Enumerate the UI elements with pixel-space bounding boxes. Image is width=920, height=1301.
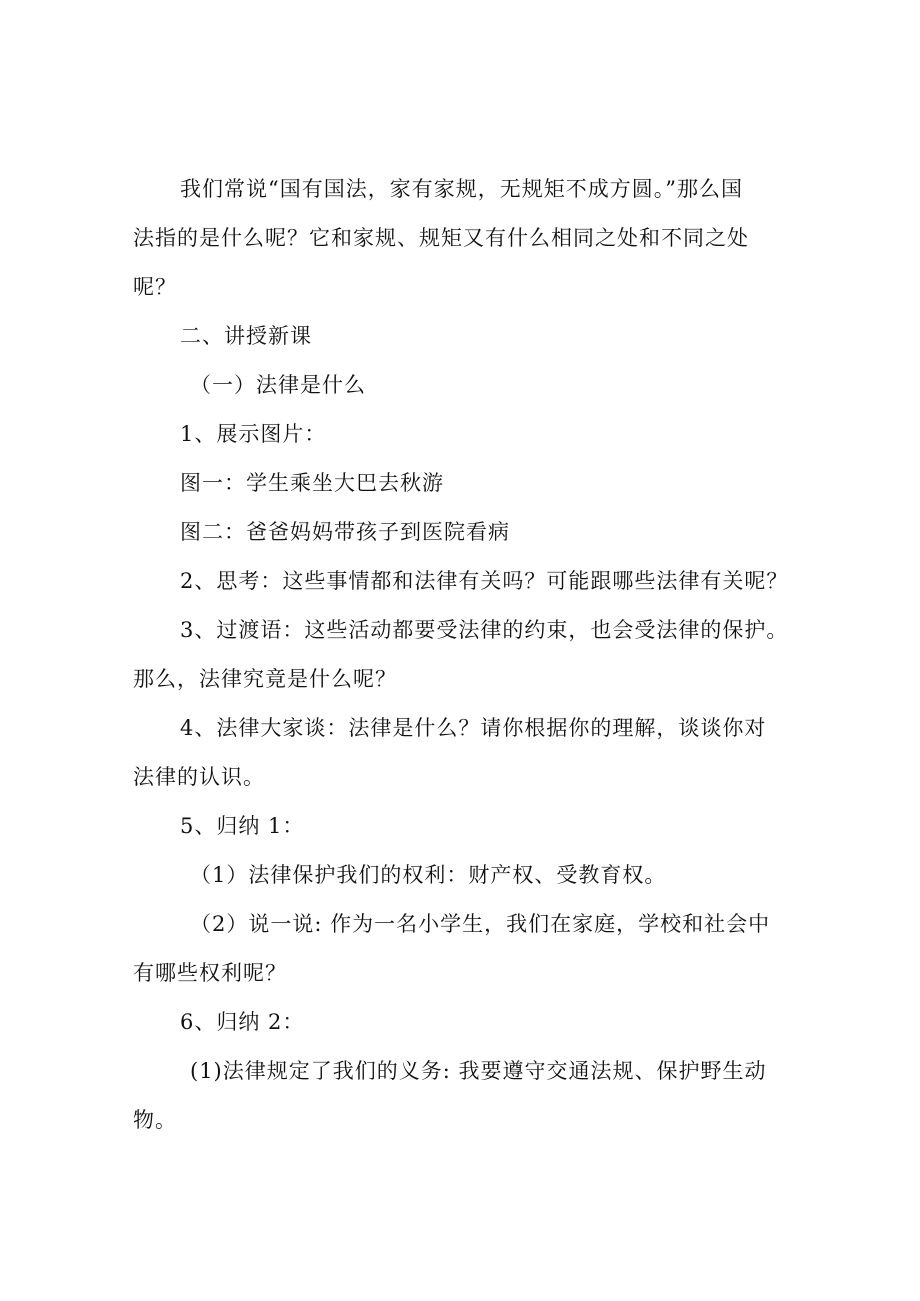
- paragraph-intro-line-2: 法指的是什么呢？它和家规、规矩又有什么相同之处和不同之处: [133, 226, 749, 250]
- item-1: 1、展示图片：: [180, 422, 327, 446]
- item-5-sub-2-line-1: （2）说一说: 作为一名小学生，我们在家庭，学校和社会中: [190, 912, 771, 936]
- item-2: 2、思考：这些事情都和法律有关吗？可能跟哪些法律有关呢？: [180, 569, 789, 593]
- picture-2-caption: 图二：爸爸妈妈带孩子到医院看病: [180, 520, 510, 544]
- item-5-sub-1: （1）法律保护我们的权利：财产权、受教育权。: [190, 863, 667, 887]
- item-6-sub-1-line-2: 物。: [133, 1108, 177, 1132]
- item-5: 5、归纳 1：: [180, 814, 305, 838]
- paragraph-intro-line-3: 呢？: [133, 275, 177, 299]
- item-4-line-2: 法律的认识。: [133, 765, 265, 789]
- item-3-line-2: 那么，法律究竟是什么呢？: [133, 667, 397, 691]
- item-4-line-1: 4、法律大家谈：法律是什么？请你根据你的理解，谈谈你对: [180, 716, 767, 740]
- section-heading: 二、讲授新课: [180, 324, 312, 348]
- subsection-heading: （一）法律是什么: [190, 373, 366, 397]
- picture-1-caption: 图一：学生乘坐大巴去秋游: [180, 471, 444, 495]
- paragraph-intro-line-1: 我们常说“国有国法，家有家规，无规矩不成方圆。”那么国: [180, 177, 743, 201]
- item-6: 6、归纳 2：: [180, 1010, 305, 1034]
- item-6-sub-1-line-1: (1)法律规定了我们的义务: 我要遵守交通法规、保护野生动: [190, 1059, 767, 1083]
- item-3-line-1: 3、过渡语：这些活动都要受法律的约束，也会受法律的保护。: [180, 618, 789, 642]
- item-5-sub-2-line-2: 有哪些权利呢？: [133, 961, 287, 985]
